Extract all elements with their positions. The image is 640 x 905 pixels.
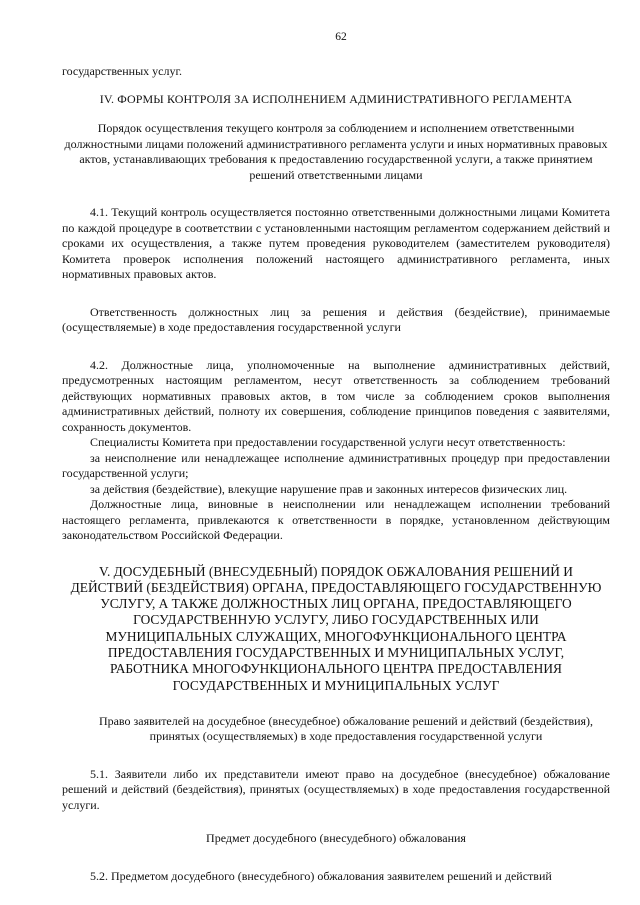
paragraph-4-1: 4.1. Текущий контроль осуществляется постоянно ответственными должностными лицами Комитета по каждой процедуре в соответствии с установленными настоящим регламентом содержанием действий и сроками их осуществления, а также путем проведения руководителем (заместителем руководителя) Комитета проверок исполнения положений настоящего административного регламента, иных нормативных правовых актов. bbox=[62, 205, 610, 281]
paragraph-5-1: 5.1. Заявители либо их представители имеют право на досудебное (внесудебное) обжалование решений и действий (бездействия), принятых (осуществляемых) в ходе предоставления государственной услуги. bbox=[62, 766, 610, 812]
officials-paragraph: Должностные лица, виновные в неисполнении или ненадлежащем исполнении требований настоящего регламента, привлекаются к ответственности в порядке, установленном действующим законодательством Российской Федерации. bbox=[62, 497, 610, 542]
appeal-subject-subheading: Предмет досудебного (внесудебного) обжалования bbox=[206, 831, 466, 846]
document-page bbox=[62, 30, 610, 884]
responsibility-item-1: за неисполнение или ненадлежащее исполнение административных процедур при предоставлении государственной услуги; bbox=[62, 450, 610, 480]
paragraph-5-2: 5.2. Предметом досудебного (внесудебного) обжалования заявителем решений и действий bbox=[90, 868, 552, 883]
responsibility-subheading: Ответственность должностных лиц за решения и действия (бездействие), принимаемые (осуществляемые) в ходе предоставления государственной услуги bbox=[62, 304, 610, 334]
page-number: 62 bbox=[335, 31, 347, 43]
specialists-paragraph: Специалисты Комитета при предоставлении государственной услуги несут ответственность: bbox=[90, 435, 566, 449]
section-5-heading: V. ДОСУДЕБНЫЙ (ВНЕСУДЕБНЫЙ) ПОРЯДОК ОБЖАЛОВАНИЯ РЕШЕНИЙ И ДЕЙСТВИЙ (БЕЗДЕЙСТВИЯ) ОРГАНА, ПРЕДОСТАВЛЯЮЩЕГО ГОСУДАРСТВЕННУЮ УСЛУГУ, А ТАКЖЕ ДОЛЖНОСТНЫХ ЛИЦ ОРГАНА, ПРЕДОСТАВЛЯЮЩЕГО ГОСУДАРСТВЕННУЮ УСЛУГУ, ЛИБО ГОСУДАРСТВЕННЫХ ИЛИ МУНИЦИПАЛЬНЫХ СЛУЖАЩИХ, МНОГОФУНКЦИОНАЛЬНОГО ЦЕНТРА ПРЕДОСТАВЛЕНИЯ ГОСУДАРСТВЕННЫХ И МУНИЦИПАЛЬНЫХ УСЛУГ, РАБОТНИКА МНОГОФУНКЦИОНАЛЬНОГО ЦЕНТРА ПРЕДОСТАВЛЕНИЯ ГОСУДАРСТВЕННЫХ И МУНИЦИПАЛЬНЫХ УСЛУГ bbox=[70, 563, 602, 693]
appeal-rights-subheading: Право заявителей на досудебное (внесудебное) обжалование решений и действий (бездействия), принятых (осуществляемых) в ходе предоставления государственной услуги bbox=[98, 713, 594, 744]
responsibility-item-2: за действия (бездействие), влекущие нарушение прав и законных интересов физических лиц. bbox=[90, 481, 568, 496]
paragraph-4-2: 4.2. Должностные лица, уполномоченные на выполнение административных действий, предусмотренных настоящим регламентом, несут ответственность за соблюдением требований действующих нормативных правовых актов, в том числе за соблюдением сроков выполнения административных действий, полноту их совершения, соблюдение принципов поведения с заявителями, сохранность документов. bbox=[62, 357, 610, 434]
section-4-subheading: Порядок осуществления текущего контроля за соблюдением и исполнением ответственными должностными лицами положений административного регламента услуги и иных нормативных правовых актов, устанавливающих требования к предоставлению государственной услуги, а также принятием решений ответственными лицами bbox=[64, 121, 608, 182]
carry-over-text: государственных услуг. bbox=[62, 64, 183, 78]
section-4-heading: IV. ФОРМЫ КОНТРОЛЯ ЗА ИСПОЛНЕНИЕМ АДМИНИСТРАТИВНОГО РЕГЛАМЕНТА bbox=[99, 91, 573, 106]
